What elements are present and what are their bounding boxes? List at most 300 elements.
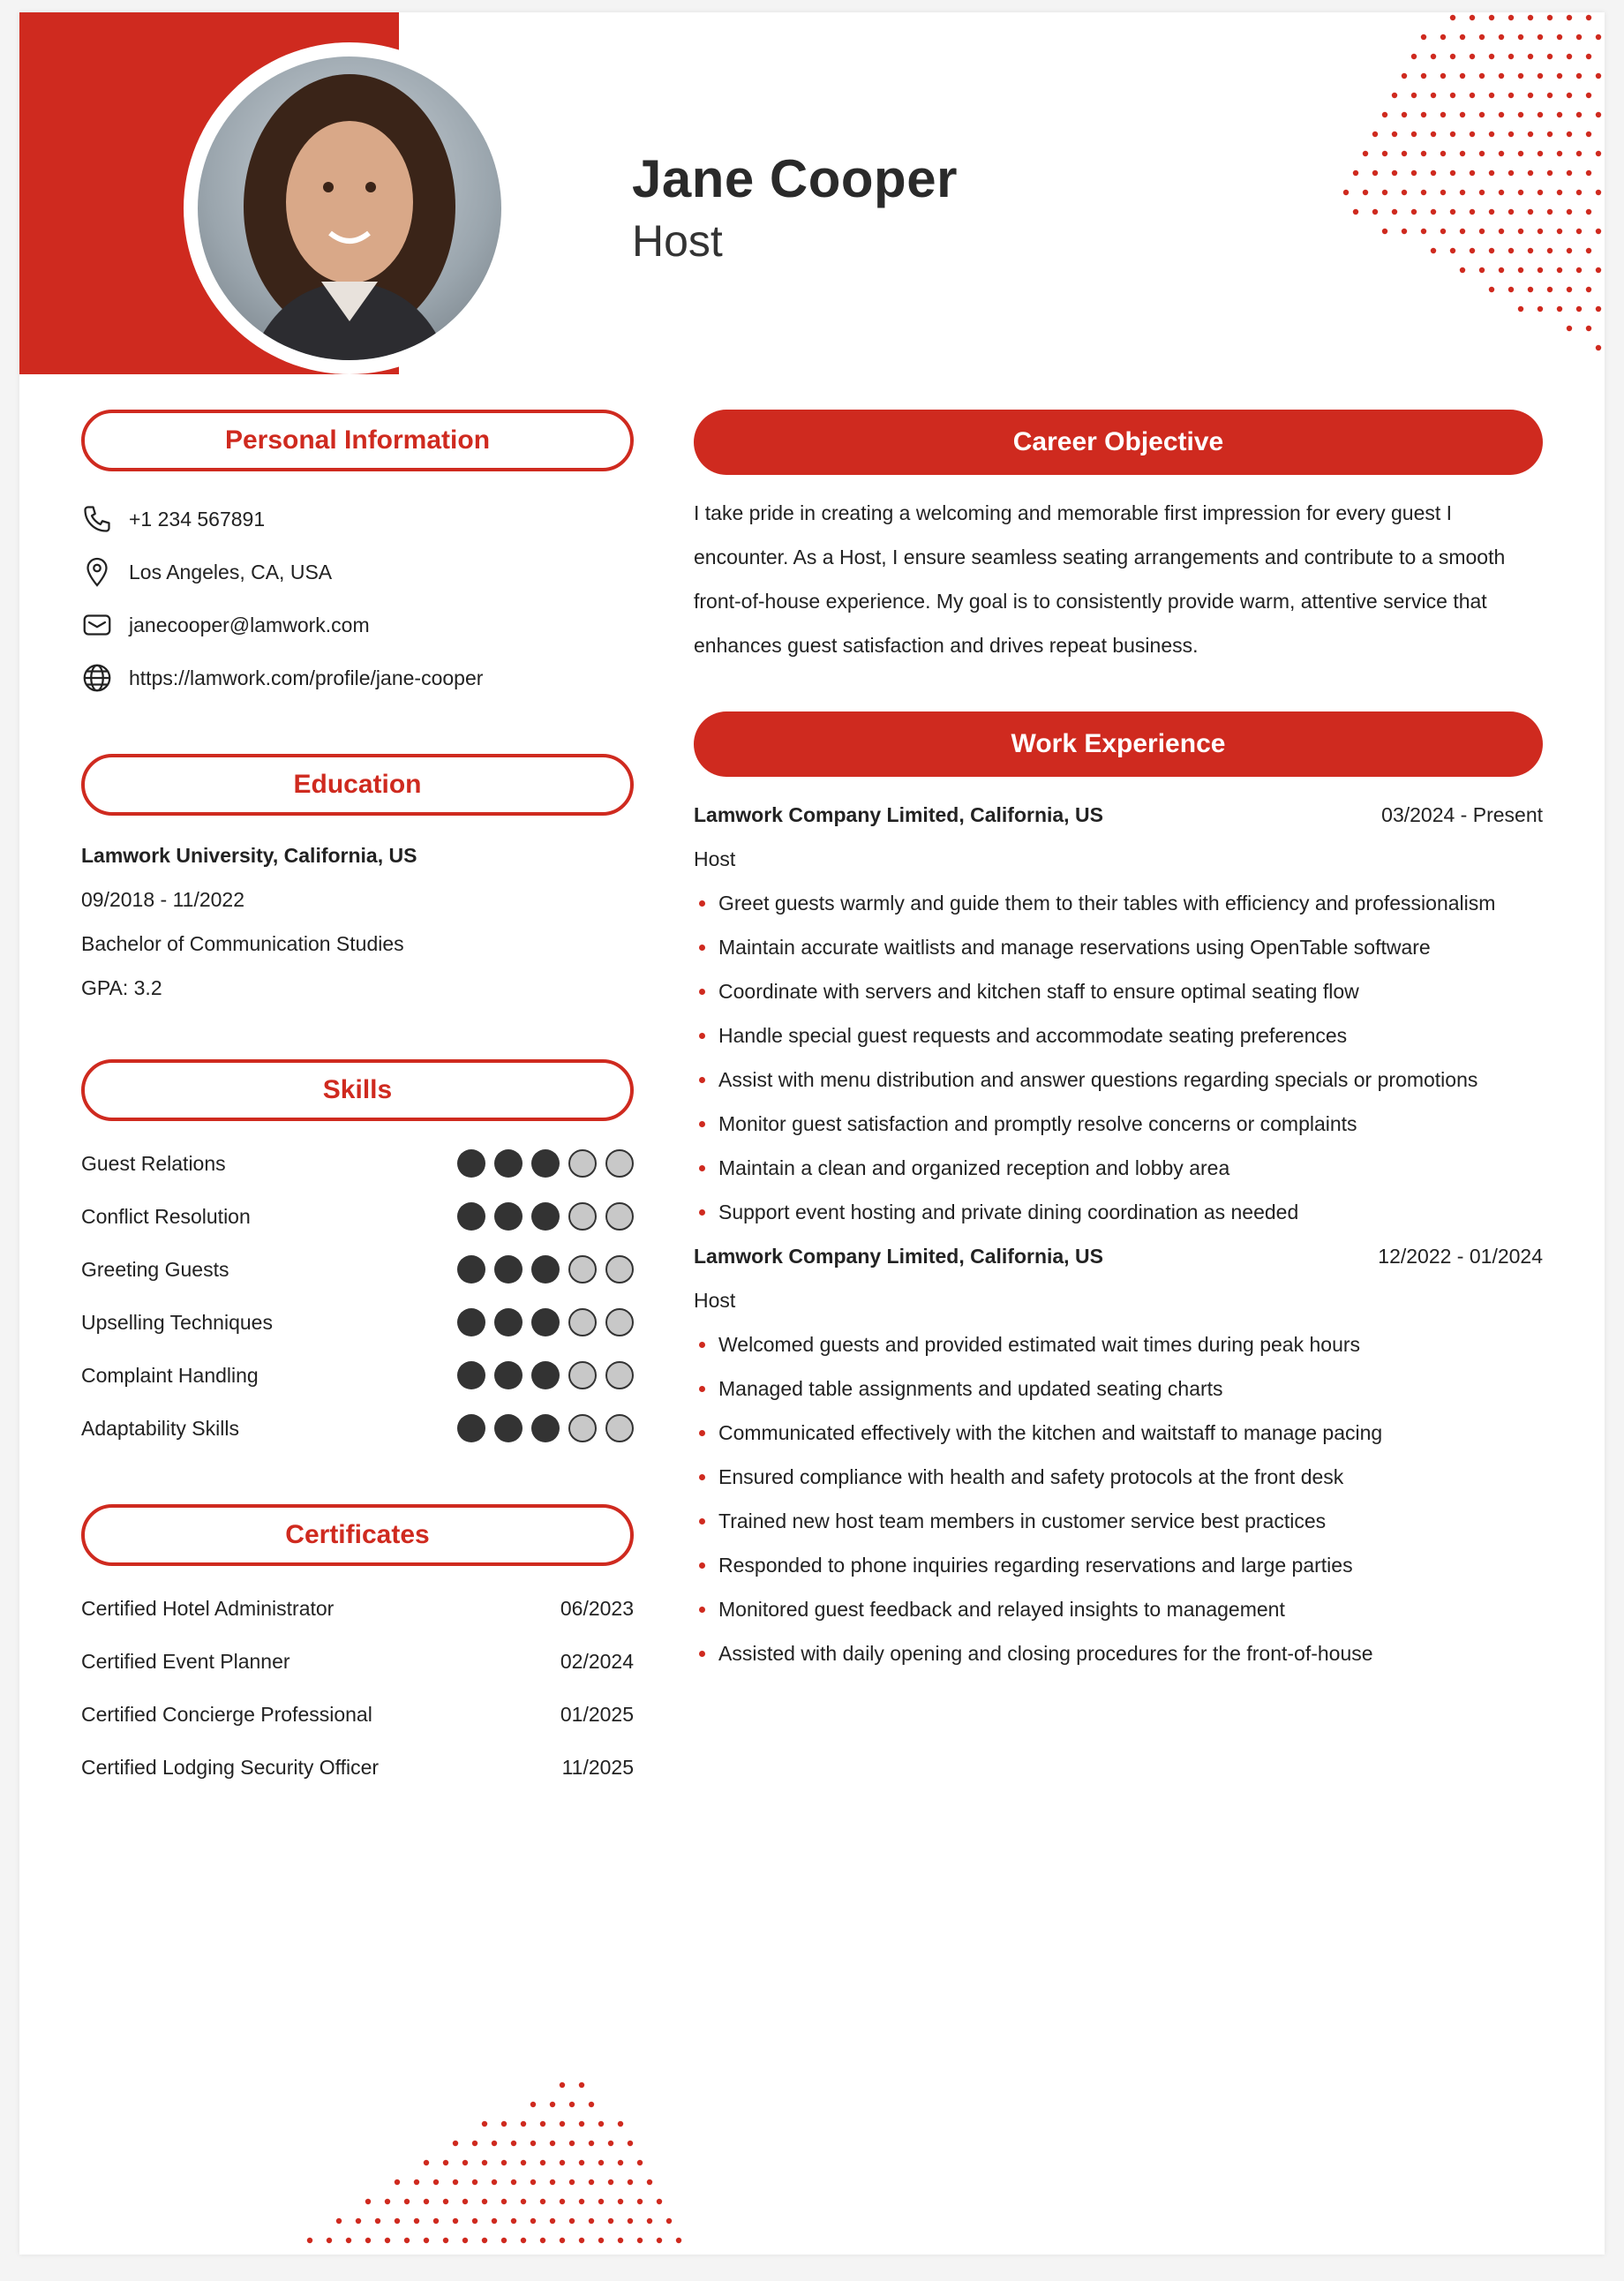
decorative-dot — [443, 2238, 448, 2243]
decorative-dot — [1528, 54, 1533, 59]
decorative-dot — [657, 2238, 662, 2243]
decorative-dot — [1411, 54, 1417, 59]
decorative-dot — [598, 2199, 604, 2204]
skill-name: Guest Relations — [81, 1151, 226, 1175]
certificate-name: Certified Lodging Security Officer — [81, 1755, 380, 1779]
decorative-dot — [1547, 93, 1553, 98]
job-bullet: Assist with menu distribution and answer questions regarding specials or promotions — [694, 1058, 1543, 1102]
decorative-dot — [1411, 209, 1417, 215]
decorative-dot — [1421, 34, 1426, 40]
decorative-dot — [550, 2218, 555, 2224]
decorative-dot — [579, 2238, 584, 2243]
decorative-dot — [1402, 229, 1407, 234]
decorative-dot — [1450, 132, 1455, 137]
decorative-dot — [1470, 93, 1475, 98]
job-entry — [694, 1234, 1543, 1675]
job-company: Lamwork Company Limited, California, US — [694, 1245, 1103, 1268]
education-school: Lamwork University, California, US — [81, 844, 417, 867]
decorative-dot — [530, 2102, 536, 2107]
rating-dot-filled — [494, 1414, 523, 1442]
decorative-dot — [356, 2218, 361, 2224]
decorative-dot — [1596, 151, 1601, 156]
job-bullet: Trained new host team members in customer service best practices — [694, 1499, 1543, 1543]
decorative-dot — [560, 2082, 565, 2088]
decorative-dot — [1479, 190, 1485, 195]
decorative-dot — [1567, 54, 1572, 59]
decorative-dot — [1460, 267, 1465, 273]
decorative-dot — [1392, 132, 1397, 137]
contact-phone — [81, 493, 634, 546]
decorative-dot — [560, 2121, 565, 2127]
decorative-dot — [1392, 209, 1397, 215]
decorative-dot — [1518, 112, 1523, 117]
decorative-dot — [1470, 170, 1475, 176]
rating-dot-filled — [457, 1308, 485, 1336]
decorative-dot — [1431, 93, 1436, 98]
decorative-dot — [1450, 248, 1455, 253]
decorative-dot — [1343, 190, 1349, 195]
job-bullet: Monitored guest feedback and relayed insights to management — [694, 1587, 1543, 1631]
globe-icon — [81, 662, 113, 694]
job-dates: 03/2024 - Present — [1381, 803, 1543, 826]
decorative-dot — [1547, 248, 1553, 253]
decorative-dot — [1538, 34, 1543, 40]
job-bullet: Maintain accurate waitlists and manage reservations using OpenTable software — [694, 925, 1543, 969]
decorative-dot — [1576, 151, 1582, 156]
decorative-dot — [1372, 170, 1378, 176]
decorative-dot — [657, 2199, 662, 2204]
decorative-dot — [521, 2121, 526, 2127]
decorative-dot — [1576, 267, 1582, 273]
decorative-dot — [462, 2160, 468, 2165]
decorative-dot — [1547, 54, 1553, 59]
skill-row — [81, 1402, 634, 1455]
job-entry — [694, 793, 1543, 1234]
decorative-dot — [1557, 151, 1562, 156]
candidate-name: Jane Cooper — [632, 149, 958, 208]
decorative-dot — [501, 2238, 507, 2243]
decorative-dot — [1547, 287, 1553, 292]
certificate-row — [81, 1688, 634, 1741]
decorative-dot — [1567, 15, 1572, 20]
decorative-dot — [1547, 15, 1553, 20]
location-icon — [81, 556, 113, 588]
decorative-dot — [589, 2102, 594, 2107]
decorative-dot — [579, 2082, 584, 2088]
decorative-dot — [501, 2199, 507, 2204]
decorative-dot — [1576, 112, 1582, 117]
decorative-dot — [1382, 229, 1387, 234]
certificates-heading: Certificates — [81, 1504, 634, 1566]
job-bullet: Handle special guest requests and accommodate seating preferences — [694, 1013, 1543, 1058]
decorative-dot — [511, 2179, 516, 2185]
decorative-dot — [1421, 229, 1426, 234]
decorative-dots-top — [1331, 12, 1605, 357]
decorative-dot — [1499, 229, 1504, 234]
decorative-dot — [1421, 151, 1426, 156]
contact-email-value[interactable]: janecooper@lamwork.com — [129, 613, 370, 636]
decorative-dot — [365, 2199, 371, 2204]
decorative-dot — [540, 2199, 545, 2204]
decorative-dot — [1518, 73, 1523, 79]
decorative-dot — [501, 2160, 507, 2165]
job-bullet: Coordinate with servers and kitchen staff to ensure optimal seating flow — [694, 969, 1543, 1013]
rating-dot-empty — [605, 1361, 634, 1389]
decorative-dot — [598, 2160, 604, 2165]
decorative-dot — [1557, 190, 1562, 195]
job-bullet: Welcomed guests and provided estimated wait times during peak hours — [694, 1322, 1543, 1366]
decorative-dot — [462, 2199, 468, 2204]
decorative-dot — [511, 2141, 516, 2146]
decorative-dot — [1596, 112, 1601, 117]
decorative-dot — [1538, 112, 1543, 117]
job-bullet: Greet guests warmly and guide them to their tables with efficiency and professionalism — [694, 881, 1543, 925]
rating-dot-filled — [457, 1361, 485, 1389]
contact-website-value[interactable]: https://lamwork.com/profile/jane-cooper — [129, 666, 484, 689]
decorative-dot — [1440, 229, 1446, 234]
decorative-dot — [414, 2218, 419, 2224]
certificate-date: 11/2025 — [561, 1755, 634, 1779]
skill-row — [81, 1243, 634, 1296]
decorative-dot — [569, 2102, 575, 2107]
decorative-dot — [1508, 15, 1514, 20]
decorative-dot — [453, 2179, 458, 2185]
job-role: Host — [694, 847, 736, 870]
decorative-dot — [1499, 267, 1504, 273]
decorative-dot — [1489, 54, 1494, 59]
decorative-dot — [472, 2179, 477, 2185]
decorative-dot — [1470, 248, 1475, 253]
decorative-dot — [560, 2160, 565, 2165]
decorative-dot — [1402, 190, 1407, 195]
decorative-dot — [1586, 287, 1591, 292]
decorative-dot — [472, 2141, 477, 2146]
decorative-dots-bottom — [275, 2060, 699, 2255]
decorative-dot — [453, 2218, 458, 2224]
decorative-dot — [1470, 54, 1475, 59]
certificate-name: Certified Concierge Professional — [81, 1702, 372, 1726]
decorative-dot — [1499, 151, 1504, 156]
decorative-dot — [501, 2121, 507, 2127]
certificate-date: 06/2023 — [560, 1596, 634, 1620]
rating-dot-empty — [605, 1149, 634, 1178]
rating-dot-filled — [531, 1308, 560, 1336]
contact-location-value: Los Angeles, CA, USA — [129, 560, 333, 583]
phone-icon — [81, 503, 113, 535]
decorative-dot — [1586, 248, 1591, 253]
decorative-dot — [424, 2238, 429, 2243]
decorative-dot — [618, 2199, 623, 2204]
skill-rating — [457, 1361, 634, 1389]
decorative-dot — [1489, 15, 1494, 20]
decorative-dot — [521, 2238, 526, 2243]
decorative-dot — [1470, 15, 1475, 20]
decorative-dot — [589, 2141, 594, 2146]
decorative-dot — [1440, 73, 1446, 79]
mail-icon — [81, 609, 113, 641]
rating-dot-filled — [494, 1149, 523, 1178]
decorative-dot — [1557, 112, 1562, 117]
decorative-dot — [1557, 267, 1562, 273]
decorative-dot — [1499, 73, 1504, 79]
contact-website — [81, 651, 634, 704]
decorative-dot — [1586, 15, 1591, 20]
decorative-dot — [1489, 248, 1494, 253]
jobs-list — [694, 793, 1543, 1675]
rating-dot-filled — [531, 1149, 560, 1178]
decorative-dot — [608, 2179, 613, 2185]
decorative-dot — [1431, 170, 1436, 176]
decorative-dot — [540, 2238, 545, 2243]
decorative-dot — [1363, 151, 1368, 156]
education-degree: Bachelor of Communication Studies — [81, 932, 404, 955]
decorative-dot — [1411, 132, 1417, 137]
decorative-dot — [482, 2199, 487, 2204]
skill-name: Conflict Resolution — [81, 1204, 251, 1228]
education-gpa: GPA: 3.2 — [81, 976, 162, 999]
decorative-dot — [424, 2199, 429, 2204]
decorative-dot — [1528, 132, 1533, 137]
decorative-dot — [1460, 229, 1465, 234]
right-column — [694, 410, 1543, 1675]
rating-dot-empty — [568, 1255, 597, 1284]
decorative-dot — [560, 2199, 565, 2204]
rating-dot-filled — [531, 1255, 560, 1284]
decorative-dot — [1596, 229, 1601, 234]
decorative-dot — [1528, 287, 1533, 292]
decorative-dot — [346, 2238, 351, 2243]
decorative-dot — [1547, 170, 1553, 176]
decorative-dot — [1518, 190, 1523, 195]
decorative-dot — [482, 2121, 487, 2127]
skill-name: Adaptability Skills — [81, 1416, 239, 1440]
decorative-dot — [1489, 93, 1494, 98]
decorative-dot — [1372, 209, 1378, 215]
decorative-dot — [385, 2238, 390, 2243]
decorative-dot — [1479, 151, 1485, 156]
decorative-dot — [1431, 132, 1436, 137]
decorative-dot — [1576, 229, 1582, 234]
skill-rating — [457, 1149, 634, 1178]
job-bullet: Assisted with daily opening and closing procedures for the front-of-house — [694, 1631, 1543, 1675]
rating-dot-filled — [494, 1308, 523, 1336]
career-objective-text: I take pride in creating a welcoming and memorable first impression for every guest I encounter. As a Host, I ensure seamless seating arrangements and contribute to a smooth front-of-house experience. My goal is to consistently provide warm, attentive service that enhances guest satisfaction and drives repeat business. — [694, 501, 1506, 657]
skills-heading: Skills — [81, 1059, 634, 1121]
decorative-dot — [569, 2179, 575, 2185]
decorative-dot — [1411, 170, 1417, 176]
decorative-dot — [1470, 132, 1475, 137]
decorative-dot — [1508, 287, 1514, 292]
decorative-dot — [1508, 132, 1514, 137]
decorative-dot — [1518, 229, 1523, 234]
decorative-dot — [395, 2218, 400, 2224]
decorative-dot — [598, 2121, 604, 2127]
decorative-dot — [1586, 209, 1591, 215]
decorative-dot — [1596, 73, 1601, 79]
decorative-dot — [598, 2238, 604, 2243]
decorative-dot — [1567, 287, 1572, 292]
decorative-dot — [1576, 34, 1582, 40]
decorative-dot — [608, 2218, 613, 2224]
rating-dot-empty — [605, 1202, 634, 1231]
decorative-dot — [1586, 93, 1591, 98]
decorative-dot — [1499, 190, 1504, 195]
job-bullet: Maintain a clean and organized reception and lobby area — [694, 1146, 1543, 1190]
skill-rating — [457, 1414, 634, 1442]
decorative-dot — [1489, 132, 1494, 137]
rating-dot-filled — [494, 1202, 523, 1231]
decorative-dot — [1440, 112, 1446, 117]
decorative-dot — [1363, 190, 1368, 195]
decorative-dot — [1440, 151, 1446, 156]
decorative-dot — [1489, 170, 1494, 176]
decorative-dot — [1557, 73, 1562, 79]
decorative-dot — [1557, 229, 1562, 234]
skill-rating — [457, 1255, 634, 1284]
decorative-dot — [550, 2141, 555, 2146]
decorative-dot — [1460, 190, 1465, 195]
decorative-dot — [1421, 190, 1426, 195]
rating-dot-filled — [457, 1149, 485, 1178]
decorative-dot — [1576, 190, 1582, 195]
job-bullet: Support event hosting and private dining coordination as needed — [694, 1190, 1543, 1234]
decorative-dot — [511, 2218, 516, 2224]
decorative-dot — [433, 2218, 439, 2224]
decorative-dot — [443, 2199, 448, 2204]
decorative-dot — [1421, 112, 1426, 117]
decorative-dot — [569, 2218, 575, 2224]
decorative-dot — [1479, 34, 1485, 40]
job-bullet: Communicated effectively with the kitchen and waitstaff to manage pacing — [694, 1411, 1543, 1455]
decorative-dot — [1382, 151, 1387, 156]
decorative-dot — [1382, 190, 1387, 195]
decorative-dot — [1402, 112, 1407, 117]
skill-row — [81, 1137, 634, 1190]
decorative-dot — [1440, 34, 1446, 40]
decorative-dot — [666, 2218, 672, 2224]
decorative-dot — [1538, 229, 1543, 234]
decorative-dot — [365, 2238, 371, 2243]
skill-row — [81, 1296, 634, 1349]
decorative-dot — [1508, 54, 1514, 59]
decorative-dot — [1518, 151, 1523, 156]
career-objective-heading: Career Objective — [694, 410, 1543, 475]
skills-list — [81, 1137, 634, 1455]
decorative-dot — [521, 2160, 526, 2165]
decorative-dot — [1586, 132, 1591, 137]
decorative-dot — [1528, 170, 1533, 176]
rating-dot-empty — [568, 1414, 597, 1442]
decorative-dot — [1528, 93, 1533, 98]
profile-photo — [198, 56, 501, 360]
decorative-dot — [1431, 209, 1436, 215]
education-dates: 09/2018 - 11/2022 — [81, 888, 245, 911]
rating-dot-filled — [457, 1255, 485, 1284]
decorative-dot — [482, 2160, 487, 2165]
decorative-dot — [637, 2238, 643, 2243]
decorative-dot — [1479, 73, 1485, 79]
rating-dot-empty — [568, 1308, 597, 1336]
rating-dot-filled — [457, 1414, 485, 1442]
decorative-dot — [1450, 54, 1455, 59]
decorative-dot — [540, 2160, 545, 2165]
decorative-dot — [1557, 306, 1562, 312]
decorative-dot — [1567, 326, 1572, 331]
decorative-dot — [550, 2102, 555, 2107]
decorative-dot — [637, 2199, 643, 2204]
skill-rating — [457, 1202, 634, 1231]
certificate-row — [81, 1635, 634, 1688]
decorative-dot — [453, 2141, 458, 2146]
job-header — [694, 793, 1543, 837]
decorative-dot — [1431, 54, 1436, 59]
decorative-dot — [1586, 170, 1591, 176]
decorative-dot — [424, 2160, 429, 2165]
decorative-dot — [443, 2160, 448, 2165]
decorative-dot — [579, 2160, 584, 2165]
decorative-dot — [628, 2141, 633, 2146]
decorative-dot — [1499, 112, 1504, 117]
decorative-dot — [618, 2121, 623, 2127]
decorative-dot — [1538, 73, 1543, 79]
decorative-dot — [1596, 190, 1601, 195]
decorative-dot — [1440, 190, 1446, 195]
decorative-dot — [1538, 190, 1543, 195]
decorative-dot — [1567, 209, 1572, 215]
decorative-dot — [482, 2238, 487, 2243]
decorative-dot — [589, 2179, 594, 2185]
decorative-dot — [1596, 345, 1601, 350]
decorative-dot — [589, 2218, 594, 2224]
job-company: Lamwork Company Limited, California, US — [694, 803, 1103, 826]
job-header — [694, 1234, 1543, 1278]
decorative-dot — [676, 2238, 681, 2243]
decorative-dot — [385, 2199, 390, 2204]
decorative-dot — [472, 2218, 477, 2224]
job-bullet: Monitor guest satisfaction and promptly resolve concerns or complaints — [694, 1102, 1543, 1146]
decorative-dot — [618, 2160, 623, 2165]
decorative-dot — [530, 2141, 536, 2146]
decorative-dot — [1460, 73, 1465, 79]
decorative-dot — [1538, 267, 1543, 273]
job-role: Host — [694, 1289, 736, 1312]
job-bullets — [694, 1322, 1543, 1675]
decorative-dot — [1567, 132, 1572, 137]
decorative-dot — [1576, 73, 1582, 79]
decorative-dot — [404, 2199, 410, 2204]
decorative-dot — [1372, 132, 1378, 137]
decorative-dot — [1489, 209, 1494, 215]
decorative-dot — [1382, 112, 1387, 117]
candidate-title: Host — [632, 216, 723, 266]
job-bullets — [694, 881, 1543, 1234]
decorative-dot — [579, 2199, 584, 2204]
rating-dot-filled — [531, 1361, 560, 1389]
certificate-row — [81, 1741, 634, 1794]
decorative-dot — [327, 2238, 332, 2243]
certificates-list — [81, 1582, 634, 1794]
decorative-dot — [1547, 209, 1553, 215]
decorative-dot — [1508, 93, 1514, 98]
decorative-dot — [492, 2179, 497, 2185]
decorative-dot — [404, 2238, 410, 2243]
rating-dot-empty — [568, 1361, 597, 1389]
decorative-dot — [1586, 326, 1591, 331]
skill-row — [81, 1190, 634, 1243]
certificate-name: Certified Hotel Administrator — [81, 1596, 335, 1620]
decorative-dot — [307, 2238, 312, 2243]
rating-dot-filled — [457, 1202, 485, 1231]
